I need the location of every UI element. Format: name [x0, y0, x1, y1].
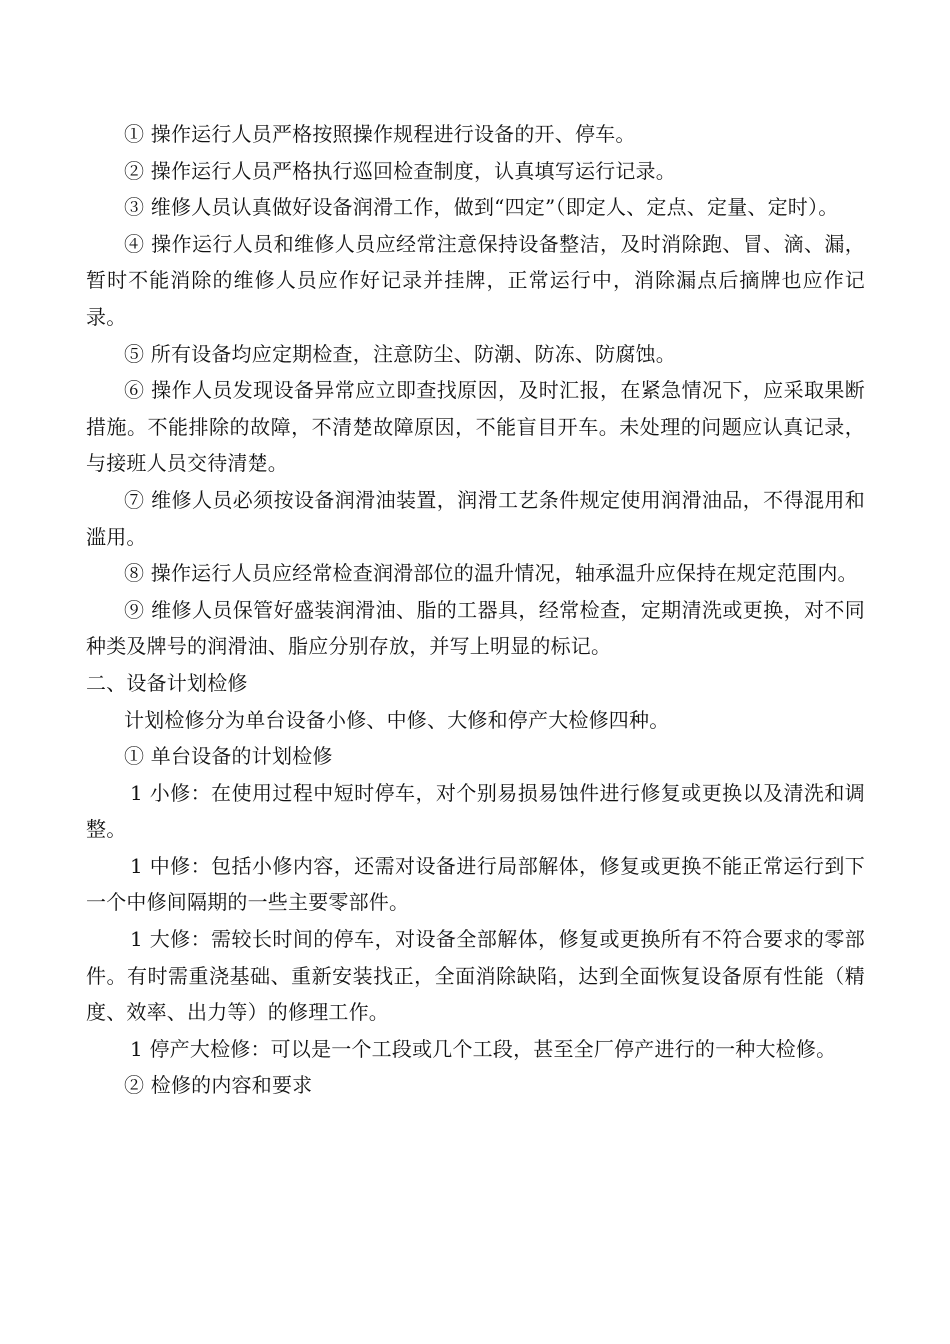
subsection-heading-1: ① 单台设备的计划检修	[124, 744, 333, 769]
section-heading: 二、设备计划检修	[86, 670, 248, 695]
paragraph-rule-8: ⑧ 操作运行人员应经常检查润滑部位的温升情况，轴承温升应保持在规定范围内。	[124, 561, 858, 586]
item-major-repair: 1 大修：需较长时间的停车，对设备全部解体，修复或更换所有不符合要求的零部件。有时需重浇基础、重新安装找正，全面消除缺陷，达到全面恢复设备原有性能（精度、效率、出力等）的修理工作。	[86, 927, 865, 1025]
paragraph-rule-2: ② 操作运行人员严格执行巡回检查制度，认真填写运行记录。	[124, 158, 676, 183]
paragraph-rule-1: ① 操作运行人员严格按照操作规程进行设备的开、停车。	[124, 122, 636, 146]
paragraph-rule-3: ③ 维修人员认真做好设备润滑工作，做到“四定”（即定人、定点、定量、定时）。	[124, 195, 839, 220]
item-medium-repair: 1 中修：包括小修内容，还需对设备进行局部解体，修复或更换不能正常运行到下一个中修间隔期的一些主要零部件。	[86, 853, 865, 915]
subsection-heading-2: ② 检修的内容和要求	[124, 1073, 313, 1098]
paragraph-rule-4: ④ 操作运行人员和维修人员应经常注意保持设备整洁，及时消除跑、冒、滴、漏，暂时不能消除的维修人员应作好记录并挂牌，正常运行中，消除漏点后摘牌也应作记录。	[86, 231, 865, 329]
paragraph-rule-9: ⑨ 维修人员保管好盛装润滑油、脂的工器具，经常检查，定期清洗或更换，对不同种类及牌号的润滑油、脂应分别存放，并写上明显的标记。	[86, 597, 865, 659]
document-body	[86, 116, 865, 1104]
item-shutdown-overhaul: 1 停产大检修：可以是一个工段或几个工段，甚至全厂停产进行的一种大检修。	[130, 1036, 837, 1061]
paragraph-rule-7: ⑦ 维修人员必须按设备润滑油装置，润滑工艺条件规定使用润滑油品，不得混用和滥用。	[86, 487, 865, 549]
paragraph-rule-5: ⑤ 所有设备均应定期检查，注意防尘、防潮、防冻、防腐蚀。	[124, 341, 676, 366]
item-minor-repair: 1 小修：在使用过程中短时停车，对个别易损易蚀件进行修复或更换以及清洗和调整。	[86, 780, 865, 842]
section-intro: 计划检修分为单台设备小修、中修、大修和停产大检修四种。	[124, 707, 670, 732]
paragraph-rule-6: ⑥ 操作人员发现设备异常应立即查找原因，及时汇报，在紧急情况下，应采取果断措施。不能排除的故障，不清楚故障原因，不能盲目开车。未处理的问题应认真记录，与接班人员交待清楚。	[86, 378, 865, 476]
